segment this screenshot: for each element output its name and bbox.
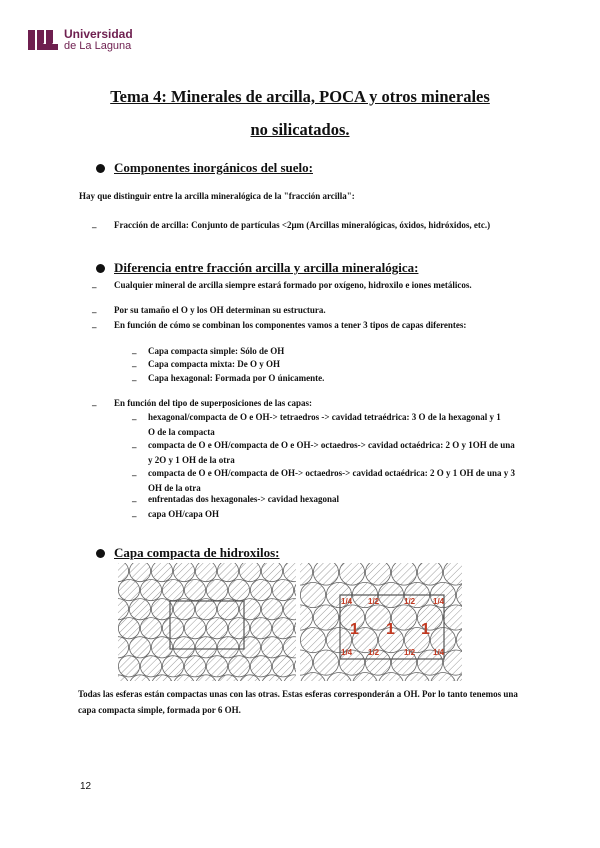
dash-icon: – bbox=[92, 307, 97, 317]
heading-text: Componentes inorgánicos del suelo: bbox=[114, 160, 313, 175]
bullet-icon bbox=[96, 264, 105, 273]
sphere-oh bbox=[217, 637, 238, 658]
logo-text bbox=[64, 28, 133, 52]
fraction-label: 1/2 bbox=[404, 648, 416, 657]
sphere-oh bbox=[162, 618, 183, 639]
dash-icon: – bbox=[132, 442, 137, 452]
sphere-oh bbox=[206, 618, 227, 639]
heading-text: Capa compacta de hidroxilos: bbox=[114, 545, 280, 560]
sphere-oh bbox=[250, 656, 271, 677]
sphere-oh bbox=[250, 580, 271, 601]
sphere-oh bbox=[118, 563, 129, 582]
list-item: Por su tamaño el O y los OH determinan su estructura. bbox=[114, 305, 326, 315]
sphere-oh bbox=[206, 580, 227, 601]
bullet-icon bbox=[96, 549, 105, 558]
sphere-oh bbox=[162, 656, 183, 677]
bullet-icon bbox=[96, 164, 105, 173]
intro-text: Hay que distinguir entre la arcilla mineralógica de la "fracción arcilla": bbox=[79, 191, 355, 201]
sphere-oh bbox=[184, 656, 205, 677]
sphere-oh bbox=[118, 656, 139, 677]
sphere-oh bbox=[300, 582, 325, 607]
sphere-oh bbox=[300, 628, 325, 653]
sphere-oh bbox=[391, 563, 416, 585]
sphere-oh bbox=[173, 599, 194, 620]
sphere-oh bbox=[391, 605, 416, 630]
figure-caption: Todas las esferas están compactas unas con las otras. Estas esferas corresponderán a OH. Por lo tanto tenemos una capa compacta simple, formada por 6 OH. bbox=[78, 689, 518, 715]
sphere-oh bbox=[129, 563, 150, 582]
sphere-oh bbox=[118, 637, 129, 658]
sphere-oh bbox=[195, 563, 216, 582]
list-item-fraccion: Fracción de arcilla: Conjunto de partículas <2μm (Arcillas mineralógicas, óxidos, hidróxidos, etc.) bbox=[114, 220, 491, 230]
university-logo bbox=[28, 28, 133, 52]
fraction-label: 1/4 bbox=[433, 597, 445, 606]
sphere-oh bbox=[443, 650, 462, 675]
sphere-oh bbox=[456, 582, 462, 607]
sphere-oh bbox=[365, 563, 390, 585]
sub-item-superposicion: compacta de O e OH/compacta de O e OH-> octaedros-> cavidad octaédrica: 2 O y 1OH de una y 2O y 1 OH de la otra bbox=[148, 440, 515, 465]
dash-icon: – bbox=[132, 361, 137, 371]
sphere-oh bbox=[206, 656, 227, 677]
list-item: Cualquier mineral de arcilla siempre estará formado por oxígeno, hidroxilo e iones metálicos. bbox=[114, 280, 472, 290]
sphere-oh bbox=[261, 563, 282, 582]
sphere-oh bbox=[313, 650, 338, 675]
sub-item-superposicion: hexagonal/compacta de O e OH-> tetraedros -> cavidad tetraédrica: 3 O de la hexagonal y 1 O de la compacta bbox=[148, 412, 501, 437]
sphere-oh bbox=[261, 637, 282, 658]
sphere-oh bbox=[272, 580, 293, 601]
sphere-oh bbox=[118, 618, 139, 639]
sphere-oh bbox=[140, 656, 161, 677]
section-heading-diferencia bbox=[96, 260, 418, 276]
dash-icon: – bbox=[132, 470, 137, 480]
page-number: 12 bbox=[80, 781, 92, 792]
dash-icon: – bbox=[132, 496, 137, 506]
left-sphere-grid bbox=[118, 563, 316, 681]
sphere-oh bbox=[443, 563, 462, 585]
sub-item-superposicion: enfrentadas dos hexagonales-> cavidad hexagonal bbox=[148, 494, 339, 504]
sphere-oh bbox=[118, 580, 139, 601]
sphere-oh bbox=[151, 563, 172, 582]
dash-icon: – bbox=[92, 322, 97, 332]
fraction-label: 1 bbox=[386, 621, 395, 638]
page-title-line1: Tema 4: Minerales de arcilla, POCA y otros minerales bbox=[110, 87, 490, 106]
right-sphere-grid bbox=[274, 563, 462, 681]
ull-logo-icon bbox=[28, 28, 58, 52]
sphere-oh bbox=[313, 563, 338, 585]
sphere-oh bbox=[443, 605, 462, 630]
sphere-oh bbox=[217, 599, 238, 620]
fraction-label: 1 bbox=[421, 621, 430, 638]
sphere-oh bbox=[118, 599, 129, 620]
dash-icon: – bbox=[132, 511, 137, 521]
hydroxyl-layer-figure bbox=[118, 563, 462, 681]
sphere-oh bbox=[239, 637, 260, 658]
logo-line2: de La Laguna bbox=[64, 40, 132, 52]
dash-icon: – bbox=[132, 348, 137, 358]
sphere-oh bbox=[417, 563, 442, 585]
sphere-oh bbox=[217, 563, 238, 582]
fraction-label: 1/4 bbox=[433, 648, 445, 657]
sphere-oh bbox=[140, 618, 161, 639]
sphere-oh bbox=[313, 605, 338, 630]
fraction-label: 1/2 bbox=[368, 648, 380, 657]
sphere-oh bbox=[272, 656, 293, 677]
fraction-label: 1 bbox=[350, 621, 359, 638]
fraction-label: 1/2 bbox=[404, 597, 416, 606]
section-heading-capa-compacta bbox=[96, 545, 280, 561]
dash-icon: – bbox=[92, 282, 97, 292]
sphere-oh bbox=[339, 563, 364, 585]
sphere-oh bbox=[173, 563, 194, 582]
sphere-oh bbox=[228, 618, 249, 639]
sphere-oh bbox=[162, 580, 183, 601]
page-title-line2: no silicatados. bbox=[250, 120, 350, 139]
sphere-oh bbox=[140, 580, 161, 601]
sphere-oh bbox=[184, 618, 205, 639]
fraction-label: 1/2 bbox=[368, 597, 380, 606]
section-heading-componentes bbox=[96, 160, 313, 176]
sphere-oh bbox=[272, 618, 293, 639]
dash-icon: – bbox=[92, 222, 97, 232]
dash-icon: – bbox=[132, 375, 137, 385]
sub-item-capa: Capa compacta simple: Sólo de OH bbox=[148, 346, 285, 356]
sphere-oh bbox=[129, 599, 150, 620]
dash-icon: – bbox=[132, 414, 137, 424]
fraction-label: 1/4 bbox=[341, 648, 353, 657]
sub-item-superposicion: capa OH/capa OH bbox=[148, 509, 220, 519]
sub-item-capa: Capa hexagonal: Formada por O únicamente. bbox=[148, 373, 325, 383]
sphere-oh bbox=[239, 563, 260, 582]
sphere-oh bbox=[195, 599, 216, 620]
sphere-oh bbox=[184, 580, 205, 601]
sub-item-capa: Capa compacta mixta: De O y OH bbox=[148, 359, 280, 369]
sphere-oh bbox=[228, 656, 249, 677]
list-item: En función de cómo se combinan los componentes vamos a tener 3 tipos de capas diferentes: bbox=[114, 320, 467, 330]
sphere-oh bbox=[239, 599, 260, 620]
sphere-oh bbox=[456, 628, 462, 653]
sphere-oh bbox=[195, 637, 216, 658]
sphere-oh bbox=[261, 599, 282, 620]
dash-icon: – bbox=[92, 400, 97, 410]
sub-item-superposicion: compacta de O e OH/compacta de OH-> octaedros-> cavidad octaédrica: 2 O y 1 OH de una y 3 OH de la otra bbox=[148, 468, 516, 493]
logo-line1: Universidad bbox=[64, 27, 133, 41]
sphere-oh bbox=[129, 637, 150, 658]
sphere-oh bbox=[250, 618, 271, 639]
heading-text: Diferencia entre fracción arcilla y arcilla mineralógica: bbox=[114, 260, 419, 275]
fraction-label: 1/4 bbox=[341, 597, 353, 606]
list-item-superposicion: En función del tipo de superposiciones de las capas: bbox=[114, 398, 313, 408]
sphere-oh bbox=[173, 637, 194, 658]
sphere-oh bbox=[228, 580, 249, 601]
